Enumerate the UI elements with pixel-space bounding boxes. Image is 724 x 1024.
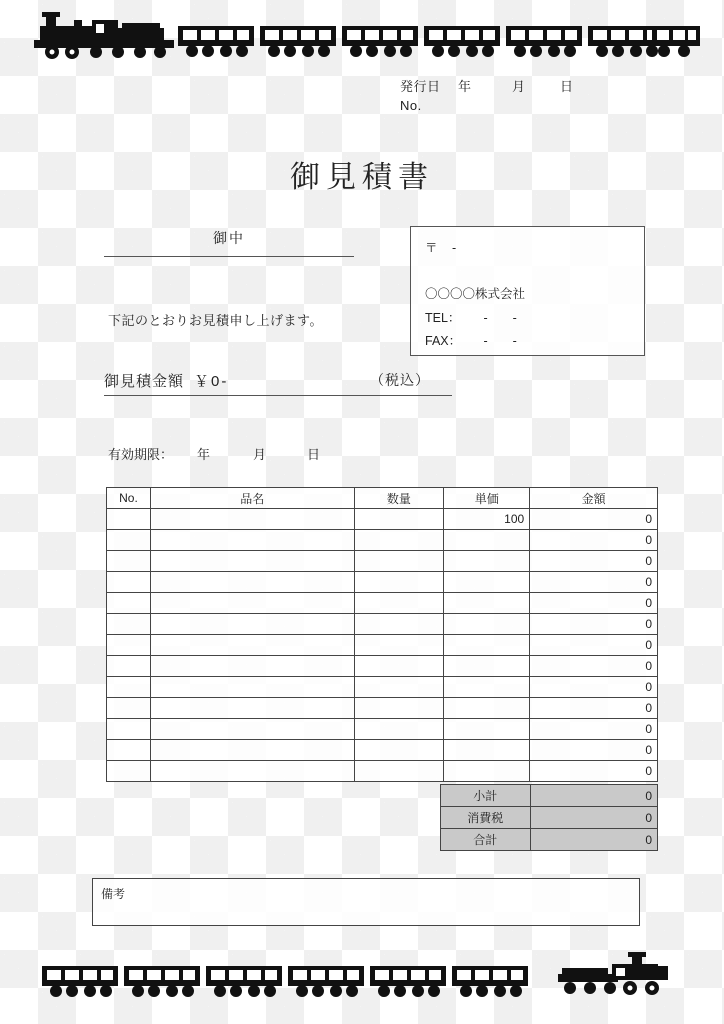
cell-no[interactable] xyxy=(107,593,151,614)
issue-date-year[interactable]: 年 xyxy=(458,79,472,94)
cell-qty[interactable] xyxy=(354,656,444,677)
cell-qty[interactable] xyxy=(354,635,444,656)
validity-year[interactable]: 年 xyxy=(197,447,211,462)
cell-price[interactable] xyxy=(444,719,530,740)
table-row[interactable] xyxy=(107,593,658,614)
cell-name[interactable] xyxy=(150,761,354,782)
validity-label: 有効期限： xyxy=(108,447,174,462)
cell-qty[interactable] xyxy=(354,614,444,635)
cell-amount[interactable]: 0 xyxy=(530,614,658,635)
cell-amount[interactable]: 0 xyxy=(530,509,658,530)
cell-name[interactable] xyxy=(150,656,354,677)
issue-date-label: 発行日 xyxy=(400,79,441,94)
cell-amount[interactable]: 0 xyxy=(530,551,658,572)
summary-value-total[interactable]: 0 xyxy=(530,829,657,851)
cell-name[interactable] xyxy=(150,719,354,740)
summary-label-total: 合計 xyxy=(441,829,531,851)
table-row[interactable] xyxy=(107,677,658,698)
customer-honorific[interactable]: 御中 xyxy=(213,230,245,246)
cell-name[interactable] xyxy=(150,740,354,761)
summary-value-tax[interactable]: 0 xyxy=(530,807,657,829)
customer-block xyxy=(104,228,354,257)
cell-price[interactable] xyxy=(444,656,530,677)
issue-date-month[interactable]: 月 xyxy=(512,79,526,94)
summary-value-subtotal[interactable]: 0 xyxy=(530,785,657,807)
cell-no[interactable] xyxy=(107,698,151,719)
issuer-fax-label: FAX： xyxy=(425,334,462,349)
summary-row-total xyxy=(441,829,658,851)
cell-no[interactable] xyxy=(107,614,151,635)
cell-qty[interactable] xyxy=(354,572,444,593)
cell-name[interactable] xyxy=(150,635,354,656)
lead-text: 下記のとおりお見積申し上げます。 xyxy=(108,313,323,328)
issuer-fax-row xyxy=(425,330,630,354)
column-header-price: 単価 xyxy=(444,488,530,509)
page-title: 御見積書 xyxy=(290,161,434,194)
cell-no[interactable] xyxy=(107,530,151,551)
cell-name[interactable] xyxy=(150,698,354,719)
cell-amount[interactable]: 0 xyxy=(530,677,658,698)
column-header-name: 品名 xyxy=(150,488,354,509)
cell-amount[interactable]: 0 xyxy=(530,572,658,593)
cell-price[interactable] xyxy=(444,530,530,551)
quotation-amount-block xyxy=(104,370,452,396)
table-row[interactable] xyxy=(107,572,658,593)
cell-price[interactable] xyxy=(444,677,530,698)
table-header-row xyxy=(107,488,658,509)
quotation-amount-value[interactable]: ￥0- xyxy=(194,373,229,390)
issuer-tel-row xyxy=(425,307,630,331)
cell-amount[interactable]: 0 xyxy=(530,740,658,761)
cell-name[interactable] xyxy=(150,572,354,593)
cell-price[interactable]: 100 xyxy=(444,509,530,530)
cell-amount[interactable]: 0 xyxy=(530,698,658,719)
cell-price[interactable] xyxy=(444,572,530,593)
table-row[interactable] xyxy=(107,698,658,719)
summary-label-tax: 消費税 xyxy=(441,807,531,829)
column-header-qty: 数量 xyxy=(354,488,444,509)
cell-no[interactable] xyxy=(107,635,151,656)
cell-name[interactable] xyxy=(150,551,354,572)
cell-no[interactable] xyxy=(107,572,151,593)
cell-amount[interactable]: 0 xyxy=(530,635,658,656)
summary-row-subtotal xyxy=(441,785,658,807)
remarks-box[interactable] xyxy=(92,878,640,926)
table-row[interactable] xyxy=(107,509,658,530)
issue-date-row xyxy=(400,76,590,98)
cell-qty[interactable] xyxy=(354,698,444,719)
cell-price[interactable] xyxy=(444,740,530,761)
issuer-postal-code[interactable]: 〒 - xyxy=(425,241,458,255)
issue-date-day[interactable]: 日 xyxy=(560,79,574,94)
cell-price[interactable] xyxy=(444,593,530,614)
cell-name[interactable] xyxy=(150,530,354,551)
quotation-amount-row xyxy=(104,370,452,395)
cell-price[interactable] xyxy=(444,551,530,572)
steam-train-icon-bottom xyxy=(0,952,724,1008)
cell-qty[interactable] xyxy=(354,677,444,698)
cell-qty[interactable] xyxy=(354,761,444,782)
document-number-row xyxy=(400,98,590,120)
validity-month[interactable]: 月 xyxy=(253,447,267,462)
cell-name[interactable] xyxy=(150,677,354,698)
cell-no[interactable] xyxy=(107,677,151,698)
cell-qty[interactable] xyxy=(354,530,444,551)
cell-qty[interactable] xyxy=(354,740,444,761)
cell-name[interactable] xyxy=(150,509,354,530)
table-row[interactable] xyxy=(107,530,658,551)
summary-label-subtotal: 小計 xyxy=(441,785,531,807)
issuer-tel-value[interactable]: - - xyxy=(471,310,517,325)
remarks-label: 備考 xyxy=(101,887,126,901)
validity-day[interactable]: 日 xyxy=(307,447,321,462)
column-header-no: No. xyxy=(107,488,151,509)
cell-qty[interactable] xyxy=(354,593,444,614)
table-row[interactable] xyxy=(107,635,658,656)
column-header-amount: 金額 xyxy=(530,488,658,509)
items-table xyxy=(106,487,658,782)
cell-no[interactable] xyxy=(107,509,151,530)
cell-amount[interactable]: 0 xyxy=(530,530,658,551)
table-row[interactable] xyxy=(107,719,658,740)
cell-name[interactable] xyxy=(150,614,354,635)
issuer-tel-label: TEL： xyxy=(425,310,461,325)
cell-no[interactable] xyxy=(107,740,151,761)
cell-price[interactable] xyxy=(444,614,530,635)
cell-price[interactable] xyxy=(444,698,530,719)
cell-no[interactable] xyxy=(107,551,151,572)
cell-price[interactable] xyxy=(444,761,530,782)
cell-amount[interactable]: 0 xyxy=(530,593,658,614)
document-number-label[interactable]: No. xyxy=(400,98,422,113)
summary-row-tax xyxy=(441,807,658,829)
cell-qty[interactable] xyxy=(354,551,444,572)
table-row[interactable] xyxy=(107,761,658,782)
cell-price[interactable] xyxy=(444,635,530,656)
table-row[interactable] xyxy=(107,551,658,572)
document-meta xyxy=(400,76,590,120)
summary-table xyxy=(440,784,658,851)
quotation-amount-underline xyxy=(104,395,452,396)
table-row[interactable] xyxy=(107,656,658,677)
cell-qty[interactable] xyxy=(354,719,444,740)
quotation-amount-label: 御見積金額 xyxy=(104,373,185,390)
issuer-fax-value[interactable]: - - xyxy=(471,334,517,349)
validity-row xyxy=(108,444,327,463)
steam-train-icon-top xyxy=(0,6,724,62)
issuer-info-box xyxy=(410,226,645,356)
cell-amount[interactable]: 0 xyxy=(530,656,658,677)
quotation-amount-tax-note: （税込） xyxy=(370,372,430,388)
cell-no[interactable] xyxy=(107,761,151,782)
cell-qty[interactable] xyxy=(354,509,444,530)
issuer-company-name[interactable]: 〇〇〇〇株式会社 xyxy=(425,286,526,301)
cell-amount[interactable]: 0 xyxy=(530,761,658,782)
cell-name[interactable] xyxy=(150,593,354,614)
table-row[interactable] xyxy=(107,740,658,761)
table-row[interactable] xyxy=(107,614,658,635)
cell-amount[interactable]: 0 xyxy=(530,719,658,740)
cell-no[interactable] xyxy=(107,656,151,677)
cell-no[interactable] xyxy=(107,719,151,740)
customer-underline xyxy=(104,256,354,257)
